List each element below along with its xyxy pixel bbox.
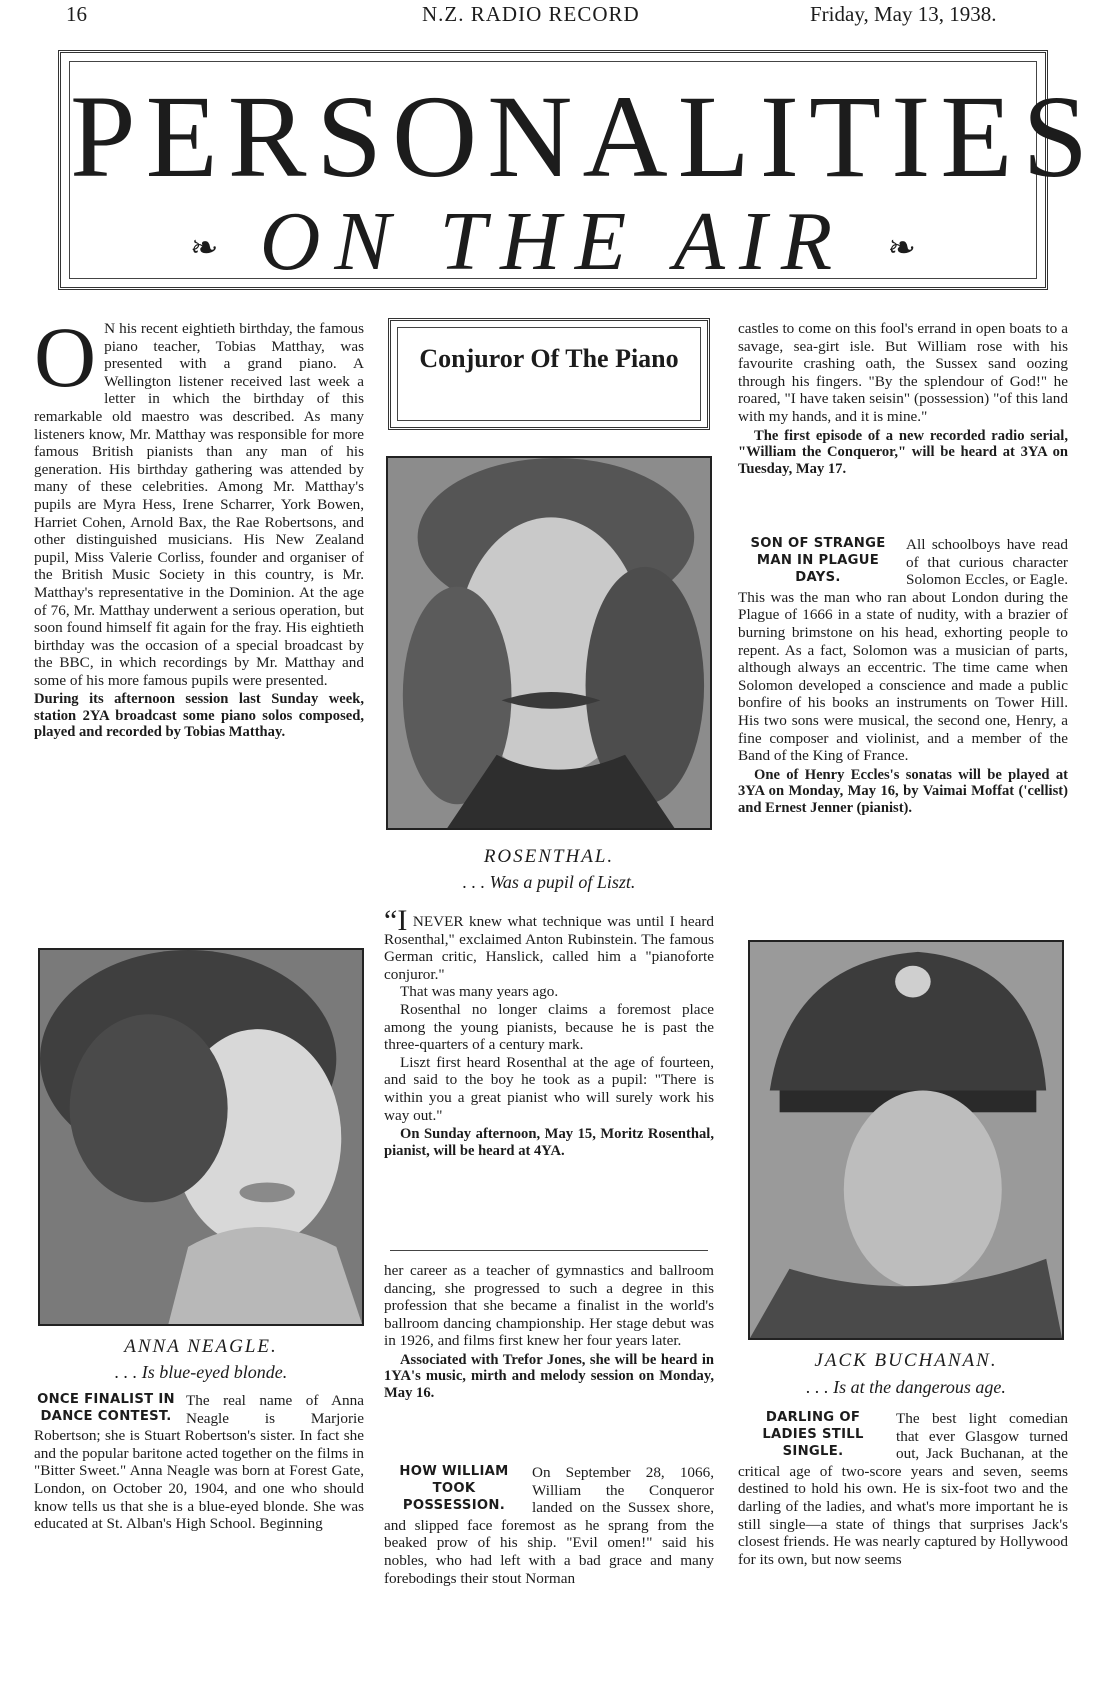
neagle-article xyxy=(34,1392,364,1533)
neagle-body: The real name of Anna Neagle is Marjorie Robertson; she is Stuart Robertson's sister. In fact she and the popular baritone acted together on the films in "Bitter Sweet." Anna Neagle was born at Forest Gate, London, on October 20, 1904, and one who should know tells us that she is a blue-eyed blonde. She was educated at St. Alban's High School. Beginning xyxy=(34,1392,364,1533)
buchanan-article xyxy=(738,1410,1068,1568)
eccles-sidehead: SON OF STRANGE MAN IN PLAGUE DAYS. xyxy=(750,536,886,585)
eccles-article xyxy=(738,536,1068,816)
neagle-continued xyxy=(384,1262,714,1401)
neagle-broadcast-note: Associated with Trefor Jones, she will be heard in 1YA's music, mirth and melody session on Monday, May 16. xyxy=(384,1351,714,1401)
anna-neagle-photo xyxy=(38,948,364,1326)
portrait-image-icon xyxy=(750,942,1062,1338)
matthay-body: N his recent eightieth birthday, the famous piano teacher, Tobias Matthay, was presented with a grand piano. A Wellington listener received last week a letter in which the birthday of this remarkable old maestro was described. As many listeners know, Mr. Matthay was responsible for more famous British pianists than any man of his generation. His birthday gathering was attended by many of these celebrities. Among Mr. Matthay's pupils are Myra Hess, Irene Scharrer, York Bowen, Harriet Cohen, Arnold Bax, the Rae Robertsons, and other distinguished musicians. His New Zealand pupil, Miss Valerie Corliss, founder and organiser of the British Music Society in this country, is Mr. Matthay's representative in the Dominion. At the age of 76, Mr. Matthay underwent a serious operation, but soon found himself fit again for the fray. His eightieth birthday was the occasion of a special broadcast by the BBC, in which recordings by Mr. Matthay and some of his more famous pupils were presented. xyxy=(34,320,364,689)
rosenthal-quote-open: “I xyxy=(384,904,408,937)
portrait-image-icon xyxy=(388,458,710,828)
buchanan-caption-name: JACK BUCHANAN. xyxy=(814,1350,998,1371)
buchanan-body: The best light comedian that ever Glasgow turned out, Jack Buchanan, at the critical age of two-score years and seven, seems destined to hold his own. He is six-foot two and the darling of the ladies, and what's more important he is still single—a state of things that surprises Jack's closest friends. He was nearly captured by Hollywood for its own, but now seems xyxy=(738,1410,1068,1568)
rosenthal-para-1: NEVER knew what technique was until I heard Rosenthal," exclaimed Anton Rubinstein. The famous German critic, Hanslick, called him a "pianoforte conjuror." xyxy=(384,913,714,983)
rosenthal-article xyxy=(384,904,714,1159)
rosenthal-headline-box xyxy=(388,318,710,430)
rosenthal-para-3: Rosenthal no longer claims a foremost place among the young pianists, because he is past the three-quarters of a century mark. xyxy=(384,1000,714,1054)
section-title: PERSONALITIES xyxy=(70,71,1099,202)
matthay-article xyxy=(34,309,364,741)
rosenthal-para-4: Liszt first heard Rosenthal at the age of fourteen, and said to the boy he took as a pupil: "There is within you a great pianist who will surely work his way out." xyxy=(384,1053,714,1124)
neagle-caption-name: ANNA NEAGLE. xyxy=(124,1336,278,1357)
neagle-caption-desc: . . . Is blue-eyed blonde. xyxy=(114,1362,288,1382)
jack-buchanan-photo xyxy=(748,940,1064,1340)
fleuron-left-icon: ❧ xyxy=(190,230,219,267)
william-continued-body: castles to come on this fool's errand in open boats to a savage, sea-girt isle. But William rose with his favourite crashing oath, the Sussex sand oozing through his fingers. "By the splendour of God!" he roared, "I have taken seisin" (possession) "of this land with my hands, and it is mine." xyxy=(738,320,1068,425)
issue-date: Friday, May 13, 1938. xyxy=(810,2,997,26)
buchanan-caption-desc: . . . Is at the dangerous age. xyxy=(806,1377,1006,1397)
rosenthal-broadcast-note: On Sunday afternoon, May 15, Moritz Rosenthal, pianist, will be heard at 4YA. xyxy=(384,1126,714,1159)
section-masthead xyxy=(58,50,1099,290)
william-continued xyxy=(738,320,1068,477)
eccles-body: All schoolboys have read of that curious character Solomon Eccles, or Eagle. This was the man who ran about London during the Plague of 1666 in a state of nudity, with a brazier of burning brimstone on his head, exhorting people to repent. As a fact, Solomon was a musician of parts, although always an eccentric. The time came when Solomon developed a conscience and made a public bonfire of his books an instruments on Tower Hill. His two sons were musical, the second one, Henry, a fine composer and violinist, and a member of the Band of the King of France. xyxy=(738,536,1068,765)
rosenthal-caption-desc: . . . Was a pupil of Liszt. xyxy=(462,872,636,892)
neagle-continued-body: her career as a teacher of gymnastics and ballroom dancing, she progressed to such a degree in this profession that she became a finalist in the world's ballroom dancing championship. Her stage debut was in 1926, and films first knew her four years later. xyxy=(384,1262,714,1350)
column-rule xyxy=(390,1250,708,1251)
drop-cap: O xyxy=(34,309,97,405)
william-sidehead: HOW WILLIAM TOOK POSSESSION. xyxy=(399,1464,509,1513)
rosenthal-photo xyxy=(386,456,712,830)
matthay-broadcast-note: During its afternoon session last Sunday week, station 2YA broadcast some piano solos composed, played and recorded by Tobias Matthay. xyxy=(34,691,364,741)
section-subtitle: ON THE AIR xyxy=(259,195,847,288)
william-broadcast-note: The first episode of a new recorded radio serial, "William the Conqueror," will be heard at 3YA on Tuesday, May 17. xyxy=(738,427,1068,477)
fleuron-right-icon: ❧ xyxy=(887,230,916,267)
rosenthal-para-2: That was many years ago. xyxy=(400,983,559,1001)
buchanan-sidehead: DARLING OF LADIES STILL SINGLE. xyxy=(762,1410,864,1459)
william-body: On September 28, 1066, William the Conqueror landed on the Sussex shore, and slipped face foremost as he sprang from the beaked prow of his ship. "Evil omen!" said his nobles, who had left with a bad grace and many forebodings their stout Norman xyxy=(384,1464,714,1587)
newspaper-name: N.Z. RADIO RECORD xyxy=(422,2,640,26)
rosenthal-caption-name: ROSENTHAL. xyxy=(483,846,615,867)
william-article xyxy=(384,1464,714,1587)
portrait-image-icon xyxy=(40,950,362,1324)
neagle-sidehead: ONCE FINALIST IN DANCE CONTEST. xyxy=(37,1392,175,1424)
page-number: 16 xyxy=(66,2,87,26)
rosenthal-headline: Conjuror Of The Piano xyxy=(397,327,701,421)
eccles-broadcast-note: One of Henry Eccles's sonatas will be played at 3YA on Monday, May 16, by Vaimai Moffat ('cellist) and Ernest Jenner (pianist). xyxy=(738,766,1068,816)
